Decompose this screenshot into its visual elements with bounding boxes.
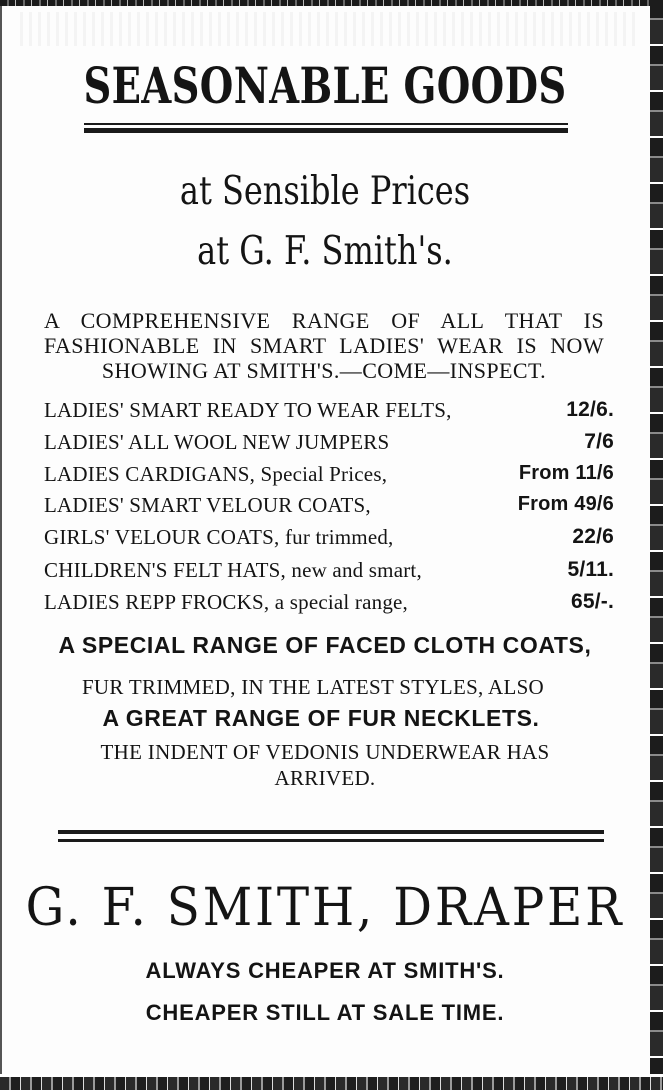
special-range-line: A SPECIAL RANGE OF FACED CLOTH COATS, <box>58 632 592 658</box>
price-item <box>44 462 614 492</box>
price-item <box>44 590 614 620</box>
subheading-sensible-prices: at Sensible Prices <box>179 169 471 214</box>
footer-rule-top <box>58 830 604 834</box>
item-label: LADIES' ALL WOOL NEW JUMPERS <box>44 430 390 454</box>
item-label: LADIES REPP FROCKS, a special range, <box>44 590 408 614</box>
headline: SEASONABLE GOODS <box>83 56 567 115</box>
item-label: LADIES CARDIGANS, Special Prices, <box>44 462 388 486</box>
indent-line: THE INDENT OF VEDONIS UNDERWEAR HAS <box>100 740 550 764</box>
business-name: G. F. SMITH, DRAPER <box>25 878 625 938</box>
fur-trimmed-line: FUR TRIMMED, IN THE LATEST STYLES, ALSO <box>81 675 545 699</box>
intro-line: A COMPREHENSIVE RANGE OF ALL THAT IS <box>44 308 604 333</box>
left-border <box>0 6 2 1074</box>
item-price: From 49/6 <box>517 493 614 515</box>
headline-rule-thick <box>84 128 568 133</box>
item-price: 7/6 <box>584 430 614 453</box>
slogan-sale-time: CHEAPER STILL AT SALE TIME. <box>145 1000 505 1025</box>
item-price: 65/-. <box>570 590 614 613</box>
price-item <box>44 558 614 588</box>
intro-line: SHOWING AT SMITH'S.—COME—INSPECT. <box>101 358 547 383</box>
item-label: LADIES' SMART VELOUR COATS, <box>44 493 371 517</box>
item-price: 22/6 <box>572 525 614 548</box>
headline-rule-thin <box>84 123 568 125</box>
item-label: CHILDREN'S FELT HATS, new and smart, <box>44 558 422 582</box>
subheading-smiths: at G. F. Smith's. <box>197 229 453 274</box>
price-item <box>44 525 614 555</box>
item-label: GIRLS' VELOUR COATS, fur trimmed, <box>44 525 394 549</box>
bottom-border <box>0 1074 663 1090</box>
footer-rule-bottom <box>58 839 604 842</box>
item-price: From 11/6 <box>518 462 614 484</box>
item-price: 12/6. <box>566 398 614 421</box>
indent-line-arrived: ARRIVED. <box>274 766 376 790</box>
price-item <box>44 430 614 460</box>
intro-line: FASHIONABLE IN SMART LADIES' WEAR IS NOW <box>44 333 604 358</box>
price-item <box>44 493 614 523</box>
right-border <box>650 0 663 1074</box>
slogan-always-cheaper: ALWAYS CHEAPER AT SMITH'S. <box>145 958 505 983</box>
top-border <box>0 0 663 6</box>
item-label: LADIES' SMART READY TO WEAR FELTS, <box>44 398 452 422</box>
bleed-through-texture <box>20 12 640 46</box>
fur-necklets-line: A GREAT RANGE OF FUR NECKLETS. <box>102 705 540 731</box>
price-item <box>44 398 614 428</box>
item-price: 5/11. <box>567 558 614 581</box>
intro-paragraph <box>44 308 604 383</box>
